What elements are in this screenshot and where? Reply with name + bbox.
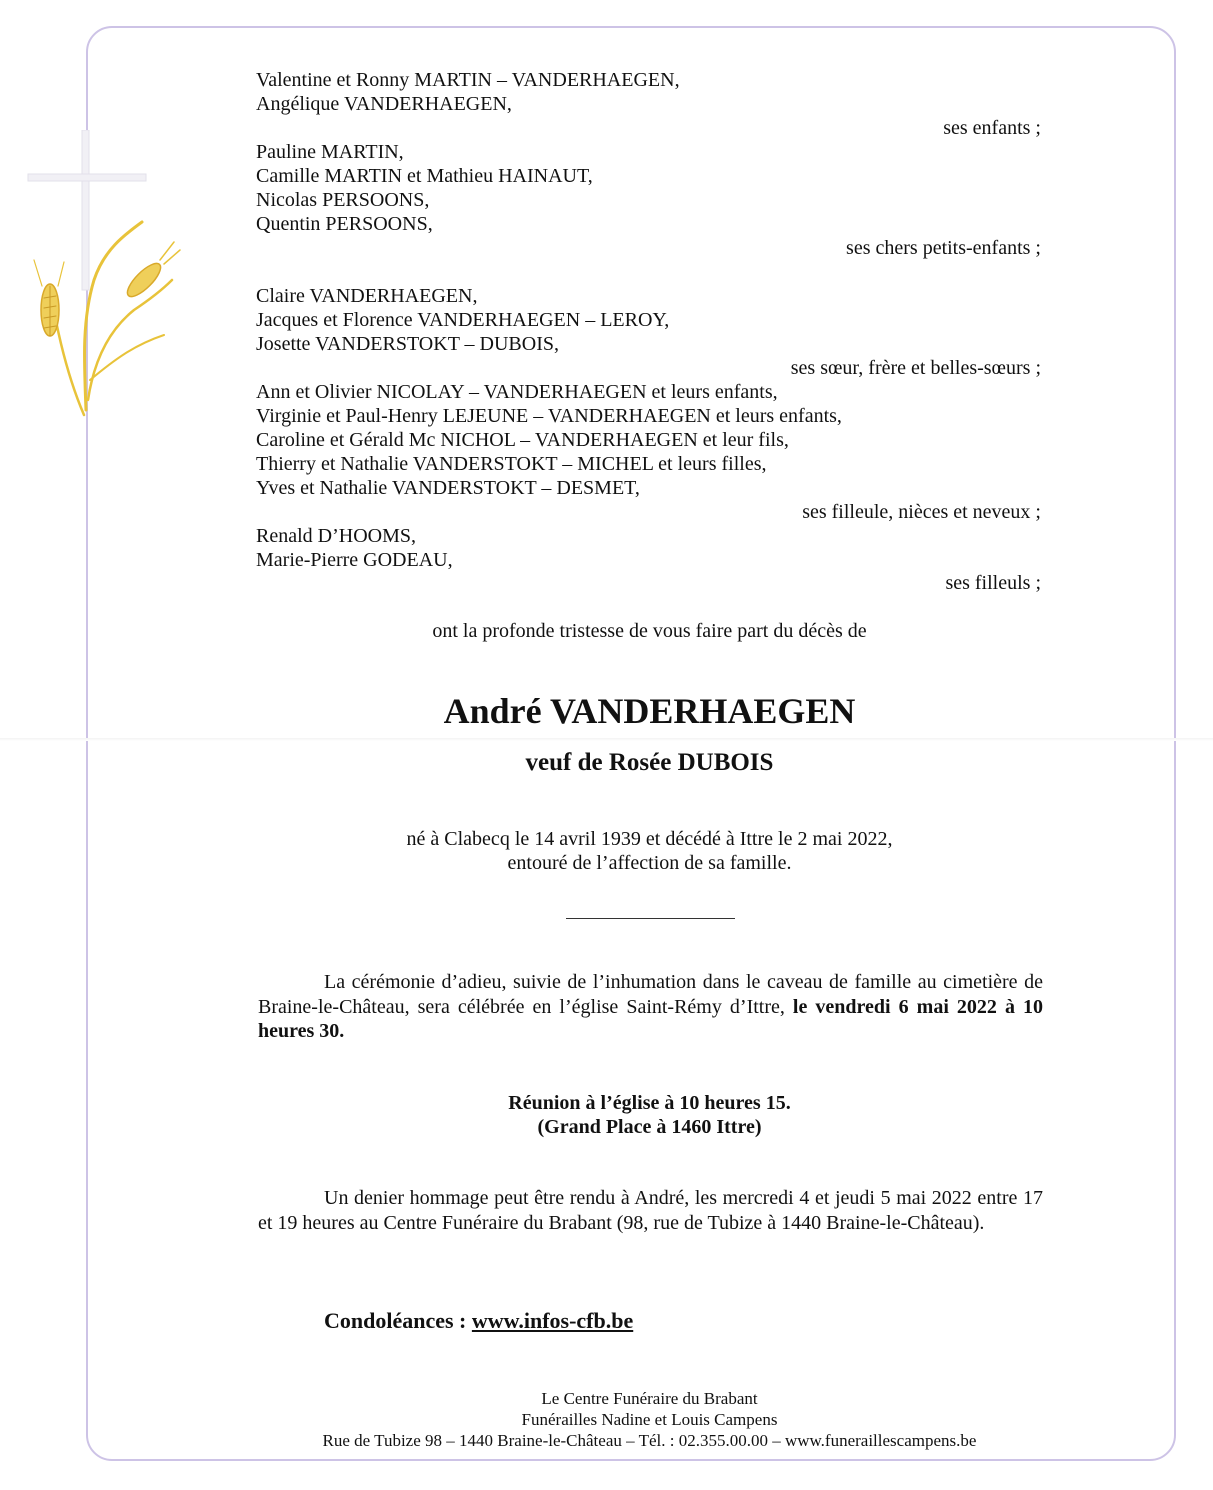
family-member: Ann et Olivier NICOLAY – VANDERHAEGEN et leurs enfants,	[256, 381, 778, 403]
announcement-text: ont la profonde tristesse de vous faire part du décès de	[432, 620, 867, 642]
widower-line: veuf de Rosée DUBOIS	[525, 749, 774, 776]
family-member: Pauline MARTIN,	[256, 141, 404, 163]
family-member: Josette VANDERSTOKT – DUBOIS,	[256, 333, 559, 355]
family-member: Renald D’HOOMS,	[256, 525, 416, 547]
footer-line-3: Rue de Tubize 98 – 1440 Braine-le-Château – Tél. : 02.355.00.00 – www.funeraillescampens.be	[322, 1431, 977, 1450]
family-member: Virginie et Paul-Henry LEJEUNE – VANDERHAEGEN et leurs enfants,	[256, 405, 842, 427]
family-member: Jacques et Florence VANDERHAEGEN – LEROY,	[256, 309, 670, 331]
family-member: Angélique VANDERHAEGEN,	[256, 93, 512, 115]
family-member: Quentin PERSOONS,	[256, 213, 433, 235]
ceremony-paragraph	[258, 970, 1043, 1044]
birth-death-line: né à Clabecq le 14 avril 1939 et décédé à Ittre le 2 mai 2022,	[406, 828, 893, 850]
relation-label: ses chers petits-enfants ;	[846, 237, 1041, 259]
tribute-paragraph: Un denier hommage peut être rendu à André, les mercredi 4 et jeudi 5 mai 2022 entre 17 et 19 heures au Centre Funéraire du Brabant (98, rue de Tubize à 1440 Braine-le-Château).	[258, 1187, 1043, 1234]
family-member: Valentine et Ronny MARTIN – VANDERHAEGEN,	[256, 69, 680, 91]
fold-line	[0, 738, 1213, 741]
family-member: Yves et Nathalie VANDERSTOKT – DESMET,	[256, 477, 640, 499]
family-member: Caroline et Gérald Mc NICHOL – VANDERHAEGEN et leur fils,	[256, 429, 789, 451]
wheat-cross-decoration	[24, 130, 184, 430]
relation-label: ses filleule, nièces et neveux ;	[802, 501, 1041, 523]
family-member: Thierry et Nathalie VANDERSTOKT – MICHEL et leurs filles,	[256, 453, 767, 475]
family-member: Claire VANDERHAEGEN,	[256, 285, 478, 307]
relation-label: ses filleuls ;	[945, 572, 1041, 594]
wheat-icon	[34, 222, 180, 415]
deceased-name: André VANDERHAEGEN	[443, 691, 856, 731]
meeting-address: (Grand Place à 1460 Ittre)	[537, 1116, 762, 1138]
ceremony-date: le vendredi 6 mai 2022 à 10 heures 30.	[258, 995, 1043, 1042]
cross-icon	[28, 130, 146, 290]
ceremony-text: La cérémonie d’adieu, suivie de l’inhumation dans le caveau de famille au cimetière de Braine-le-Château, sera célébrée en l’église Saint-Rémy d’Ittre,	[258, 971, 1043, 1018]
family-member: Marie-Pierre GODEAU,	[256, 549, 453, 571]
condolences-link[interactable]: www.infos-cfb.be	[471, 1308, 634, 1333]
relation-label: ses enfants ;	[943, 117, 1041, 139]
condolences	[324, 1308, 633, 1334]
family-member: Nicolas PERSOONS,	[256, 189, 430, 211]
footer-line-2: Funérailles Nadine et Louis Campens	[521, 1410, 778, 1429]
footer-line-1: Le Centre Funéraire du Brabant	[541, 1389, 758, 1408]
meeting-line: Réunion à l’église à 10 heures 15.	[508, 1092, 791, 1114]
surrounded-line: entouré de l’affection de sa famille.	[507, 852, 792, 874]
family-member: Camille MARTIN et Mathieu HAINAUT,	[256, 165, 593, 187]
relation-label: ses sœur, frère et belles-sœurs ;	[790, 357, 1041, 379]
condolences-label: Condoléances :	[324, 1308, 472, 1333]
separator	[566, 918, 735, 919]
